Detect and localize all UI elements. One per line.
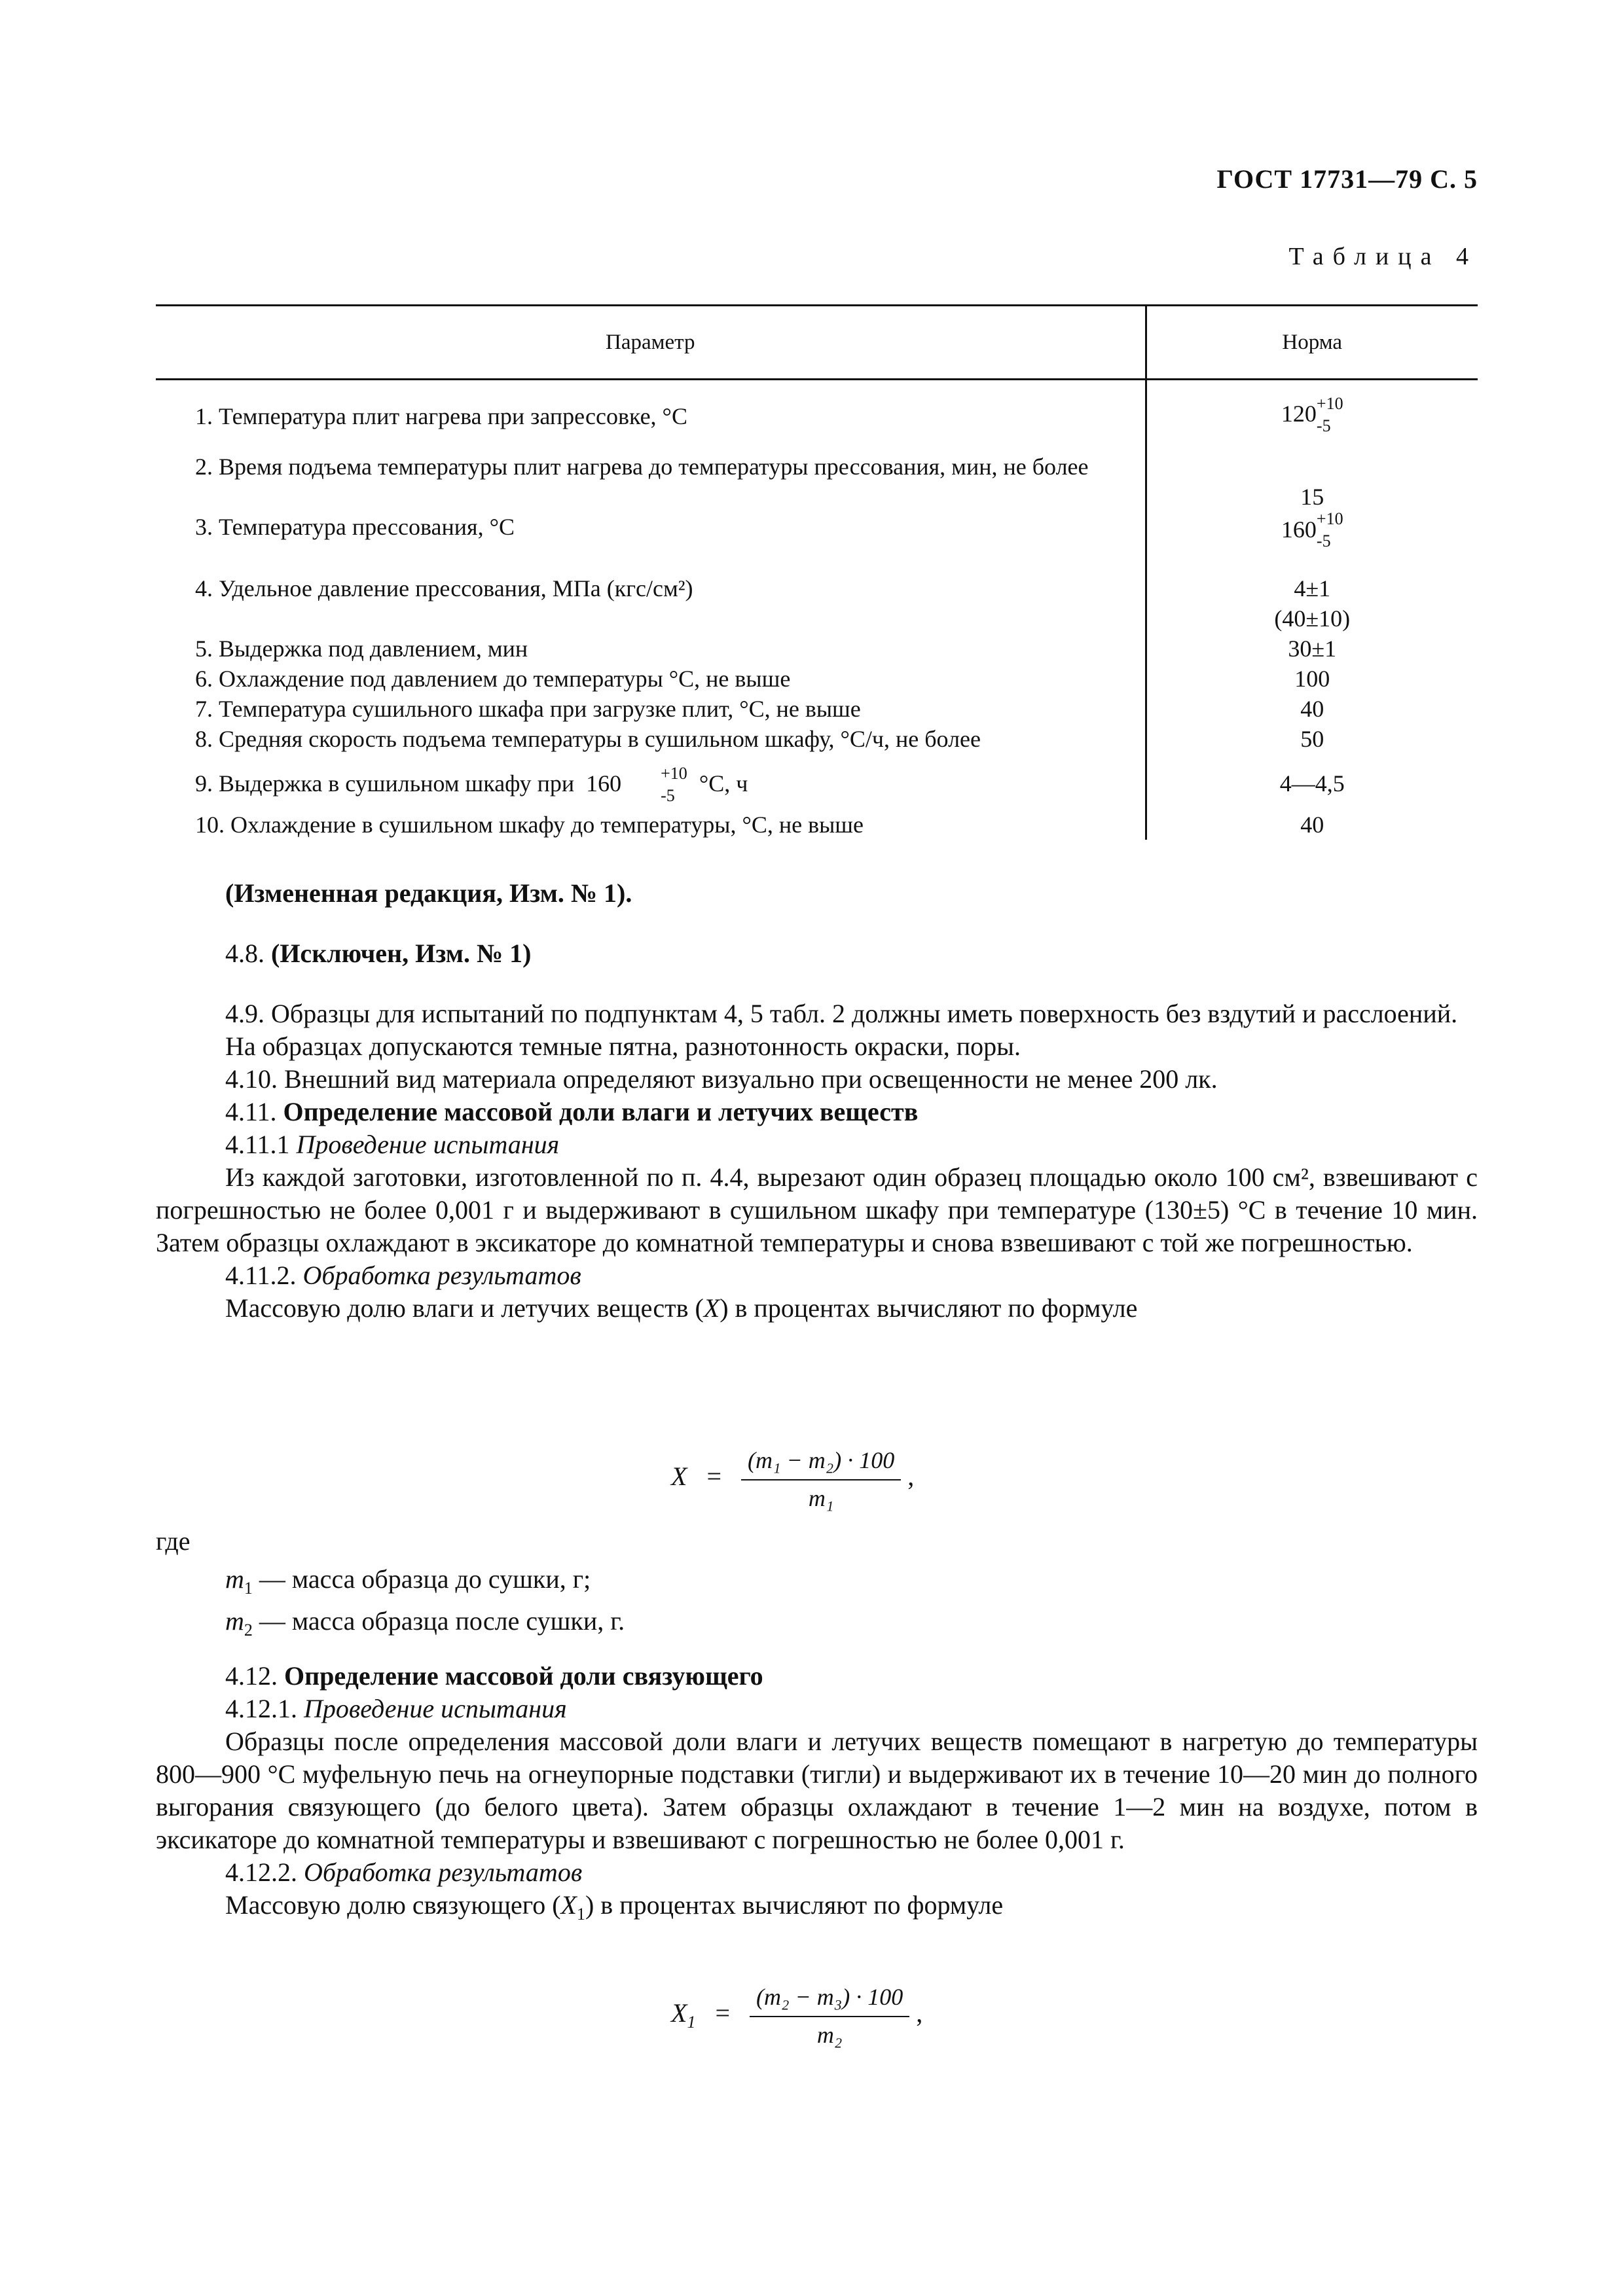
clause-4-11-2: [156, 1259, 1478, 1292]
table-row: [156, 512, 1478, 549]
table-row: [156, 803, 1478, 840]
clause-4-11-2-text: [156, 1292, 1478, 1325]
row-4-param: 4. Удельное давление прессования, МПа (кгс/см²): [156, 548, 1146, 634]
tolerance-upper: +10: [1316, 393, 1343, 413]
row-9-norm: 4—4,5: [1279, 770, 1345, 797]
column-header-norm: Норма: [1146, 306, 1478, 380]
body-section-2: [156, 1525, 1478, 1931]
clause-number: 4.11.1: [225, 1130, 290, 1159]
tolerance: [1316, 393, 1343, 435]
row-6-norm: 100: [1294, 666, 1330, 692]
row-8-norm: 50: [1300, 726, 1324, 753]
table-row: [156, 724, 1478, 754]
clause-number: 4.11.2.: [225, 1261, 297, 1290]
row-9-param-text: 9. Выдержка в сушильном шкафу при: [195, 770, 575, 797]
clause-subtitle: Обработка результатов: [304, 1857, 583, 1887]
temperature-value: 160: [586, 770, 622, 797]
row-5-norm: 30±1: [1288, 636, 1337, 662]
clause-4-12-2-text: [156, 1889, 1478, 1931]
clause-status: (Исключен, Изм. № 1): [271, 939, 532, 968]
norm-value: 4±1: [1294, 575, 1331, 602]
clause-4-9-note: На образцах допускаются темные пятна, разнотонность окраски, поры.: [225, 1031, 1021, 1061]
column-header-param: Параметр: [156, 306, 1146, 380]
table-row: [156, 634, 1478, 664]
formula-fraction: [750, 1983, 909, 2049]
table-row: [156, 548, 1478, 634]
clause-subtitle: Обработка результатов: [302, 1261, 581, 1290]
text-fragment: Массовую долю связующего (: [225, 1890, 561, 1920]
table-row: [156, 694, 1478, 724]
formula-lhs-subscript: 1: [687, 2013, 696, 2032]
row-3-norm: [1146, 509, 1478, 551]
clause-title: Определение массовой доли связующего: [284, 1661, 763, 1691]
row-10-param: 10. Охлаждение в сушильном шкафу до температуры, °С, не выше: [156, 803, 1146, 840]
table-row: [156, 380, 1478, 433]
clause-4-9: 4.9. Образцы для испытаний по подпунктам 4, 5 табл. 2 должны иметь поверхность без вздутий и расслоений.: [225, 999, 1458, 1028]
formula-tail: ,: [907, 1462, 915, 1492]
tolerance-upper: +10: [1316, 509, 1343, 529]
clause-4-11-1-text: Из каждой заготовки, изготовленной по п. 4.4, вырезают один образец площадью около 100 см², взвешивают с погрешностью не более 0,001 г и выдерживают в сушильном шкафу при температуре (130±5) °С в течение 10 мин. Затем образцы охлаждают в эксикаторе до комнатной температуры и снова взвешивают с той же погрешностью.: [156, 1162, 1478, 1257]
row-9-param: [156, 754, 1146, 806]
formula-denominator: m₂: [816, 2022, 843, 2048]
definition-text: — масса образца до сушки, г;: [259, 1564, 591, 1594]
variable: X: [703, 1293, 720, 1323]
tolerance-lower: -5: [1316, 531, 1331, 551]
clause-subtitle: Проведение испытания: [296, 1130, 560, 1159]
norm-value-alt: (40±10): [1274, 605, 1351, 632]
tolerance-upper: +10: [661, 764, 687, 783]
tolerance: [1316, 509, 1343, 551]
formula-denominator: m₁: [808, 1485, 834, 1511]
row-4-norm: [1146, 548, 1478, 634]
norm-value: 120: [1281, 401, 1317, 427]
row-3-param: 3. Температура прессования, °С: [156, 512, 1146, 549]
formula-tail: ,: [916, 1998, 923, 2028]
tolerance: [621, 764, 687, 806]
table-caption: Таблица 4: [1288, 243, 1478, 270]
body-section-1: [156, 877, 1478, 1325]
definition-m2: $m_2$ — масса образца после сушки, г.: [225, 1606, 625, 1640]
clause-number: 4.11.: [225, 1097, 277, 1126]
clause-4-11: [156, 1096, 1478, 1128]
formula-lhs: X: [671, 1462, 687, 1492]
row-2-param: 2. Время подъема температуры плит нагрева до температуры прессования, мин, не более: [156, 433, 1146, 512]
definition-m1: $m_1$ — масса образца до сушки, г;: [225, 1564, 591, 1598]
clause-4-12: [156, 1660, 1478, 1693]
formula-2: $X_1$ = $\frac{\text{(m₂ − m₃) · 100}}{\text{m₂}}$ ,: [671, 1984, 923, 2048]
clause-number: 4.8.: [225, 939, 264, 968]
row-10-norm: 40: [1300, 812, 1324, 838]
clause-title: Определение массовой доли влаги и летучих веществ: [283, 1097, 919, 1126]
row-9-param-unit: °С, ч: [699, 770, 748, 797]
edit-note: (Измененная редакция, Изм. № 1).: [225, 878, 632, 908]
where-label: где: [156, 1526, 191, 1556]
table-row: [156, 754, 1478, 803]
clause-4-12-1-text: Образцы после определения массовой доли влаги и летучих веществ помещают в нагретую до температуры 800—900 °С муфельную печь на огнеупорные подставки (тигли) и выдерживают их в течение 10—20 мин до полного выгорания связующего (до белого цвета). Затем образцы охлаждают в течение 1—2 мин на воздухе, потом в эксикаторе до комнатной температуры и взвешивают с погрешностью не более 0,001 г.: [156, 1727, 1478, 1854]
formula-numerator: (m₁ − m₂) · 100: [741, 1446, 901, 1480]
clause-4-11-1: [156, 1128, 1478, 1161]
clause-4-10: 4.10. Внешний вид материала определяют визуально при освещенности не менее 200 лк.: [225, 1064, 1218, 1094]
row-1-norm: [1146, 380, 1478, 433]
row-2-norm: 15: [1300, 483, 1324, 510]
variable: X: [560, 1890, 577, 1920]
clause-number: 4.12.1.: [225, 1694, 297, 1723]
row-8-param: 8. Средняя скорость подъема температуры в сушильном шкафу, °С/ч, не более: [156, 724, 1146, 754]
formula-lhs: X: [671, 1998, 687, 2028]
clause-4-8: [156, 937, 1478, 970]
formula-fraction: [741, 1446, 901, 1512]
clause-number: 4.12.: [225, 1661, 278, 1691]
row-5-param: 5. Выдержка под давлением, мин: [156, 634, 1146, 664]
table-row: [156, 433, 1478, 512]
clause-4-12-2: [156, 1856, 1478, 1889]
row-6-param: 6. Охлаждение под давлением до температуры °С, не выше: [156, 664, 1146, 694]
tolerance-lower: -5: [661, 786, 675, 806]
formula-1: X = $\frac{\text{(m₁ − m₂) · 100}}{\text{m₁}}$ ,: [671, 1447, 915, 1511]
clause-subtitle: Проведение испытания: [304, 1694, 567, 1723]
table-4: [156, 304, 1478, 840]
variable-subscript: 1: [576, 1905, 585, 1924]
text-fragment: ) в процентах вычисляют по формуле: [585, 1890, 1004, 1920]
clause-number: 4.12.2.: [225, 1857, 297, 1887]
norm-value: 160: [1281, 516, 1317, 543]
text-fragment: ) в процентах вычисляют по формуле: [720, 1293, 1138, 1323]
row-1-param: 1. Температура плит нагрева при запрессовке, °С: [156, 380, 1146, 433]
definition-text: — масса образца после сушки, г.: [259, 1606, 625, 1636]
clause-4-12-1: [156, 1693, 1478, 1725]
row-7-param: 7. Температура сушильного шкафа при загрузке плит, °С, не выше: [156, 694, 1146, 724]
formula-numerator: (m₂ − m₃) · 100: [750, 1983, 909, 2017]
table-row: [156, 664, 1478, 694]
tolerance-lower: -5: [1316, 416, 1331, 435]
page-header: ГОСТ 17731—79 С. 5: [1216, 164, 1478, 194]
text-fragment: Массовую долю влаги и летучих веществ (: [225, 1293, 704, 1323]
row-7-norm: 40: [1300, 696, 1324, 723]
